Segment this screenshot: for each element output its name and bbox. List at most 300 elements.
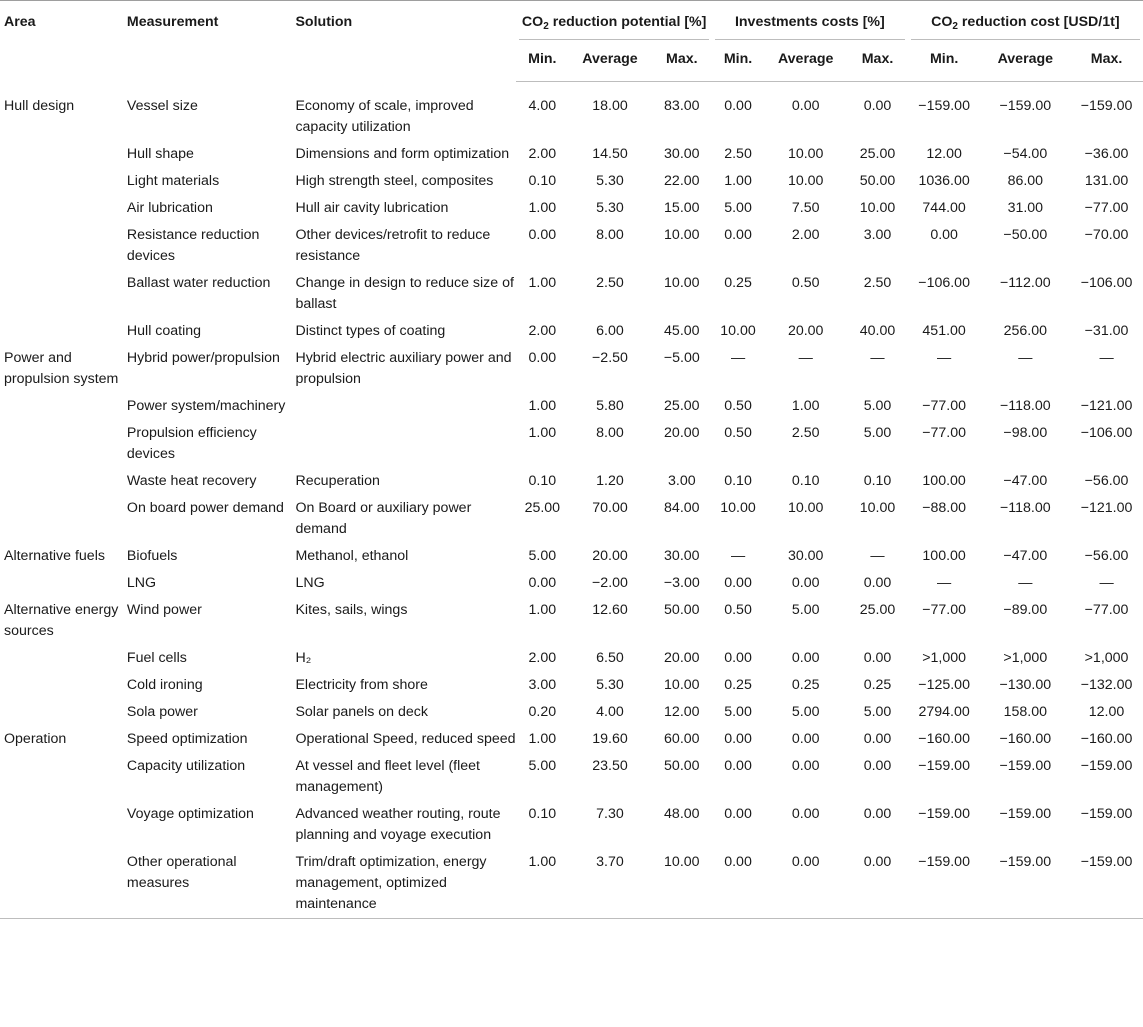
cell-area	[0, 195, 125, 222]
cell-cost-average: −89.00	[1003, 601, 1048, 618]
cell-solution: Solar panels on deck	[295, 703, 428, 720]
cell-co2-max: 3.00	[668, 472, 696, 489]
cell-invest-max: 0.00	[863, 98, 892, 114]
cell-co2-max: 10.00	[664, 676, 700, 693]
cell-invest-average: 7.50	[791, 199, 820, 216]
cell-invest-min: 0.00	[724, 805, 752, 822]
cell-co2-min: 0.10	[528, 472, 557, 489]
cell-co2-average: 7.30	[596, 805, 624, 822]
cell-invest-average: 30.00	[787, 547, 824, 564]
header-min: Min.	[908, 40, 981, 82]
cell-area: Operation	[4, 730, 67, 747]
cell-solution: Hull air cavity lubrication	[295, 199, 449, 216]
cell-solution: H₂	[295, 649, 312, 666]
cell-solution: Trim/draft optimization, energy management, optimized maintenance	[291, 849, 516, 919]
cell-measurement: Other operational measures	[125, 849, 292, 919]
cell-co2-max: 83.00	[664, 98, 700, 114]
table-row	[0, 168, 1143, 195]
cell-solution: Methanol, ethanol	[295, 547, 409, 564]
cell-solution: Dimensions and form optimization	[295, 145, 510, 162]
cell-cost-min: >1,000	[922, 649, 967, 666]
cell-co2-min: 2.00	[528, 649, 557, 666]
table-row	[0, 543, 1143, 570]
cell-area: Alternative fuels	[4, 547, 105, 564]
cell-area	[0, 699, 125, 726]
cell-cost-max: >1,000	[1084, 649, 1129, 666]
header-average: Average	[568, 40, 651, 82]
cell-co2-min: 1.00	[528, 397, 557, 414]
cell-measurement: Hull shape	[126, 145, 194, 162]
cell-invest-average: 0.00	[791, 730, 820, 747]
cell-measurement: On board power demand	[126, 499, 284, 516]
cell-co2-min: 1.00	[528, 274, 557, 291]
cell-invest-min: 0.00	[724, 757, 752, 774]
cell-cost-max: −121.00	[1080, 397, 1133, 414]
cell-measurement: Fuel cells	[126, 649, 187, 666]
cell-cost-max: −77.00	[1084, 199, 1129, 216]
header-average: Average	[981, 40, 1071, 82]
cell-solution: Kites, sails, wings	[295, 601, 408, 618]
cell-co2-max: 50.00	[664, 757, 700, 774]
cell-co2-min: 0.20	[528, 703, 557, 720]
cell-cost-max: —	[1099, 574, 1114, 591]
cell-invest-average: 0.00	[791, 98, 820, 114]
cell-co2-min: 2.00	[528, 145, 557, 162]
cell-solution: LNG	[295, 574, 325, 591]
cell-solution: Distinct types of coating	[295, 322, 446, 339]
cell-co2-min: 0.00	[528, 226, 557, 243]
cell-invest-average: 5.00	[791, 703, 820, 720]
cell-invest-average: 0.00	[791, 805, 820, 822]
cell-measurement: Ballast water reduction	[126, 274, 271, 291]
cell-cost-max: −106.00	[1080, 424, 1133, 441]
cell-solution: Hybrid electric auxiliary power and propulsion	[295, 349, 512, 387]
cell-area	[0, 222, 125, 270]
cell-solution: Change in design to reduce size of ballast	[295, 274, 514, 312]
cell-cost-min: −77.00	[922, 601, 967, 618]
cell-invest-average: 0.00	[791, 649, 820, 666]
cell-cost-average: −50.00	[1003, 226, 1048, 243]
cell-measurement: Light materials	[126, 172, 220, 189]
cell-solution: On Board or auxiliary power demand	[295, 499, 472, 537]
cell-cost-min: 744.00	[922, 199, 966, 216]
cell-co2-min: 0.00	[528, 574, 557, 591]
cell-cost-average: −47.00	[1003, 472, 1048, 489]
cell-co2-min: 0.10	[528, 805, 557, 822]
cell-cost-average: −159.00	[981, 849, 1071, 919]
cell-invest-min: 0.00	[724, 730, 752, 747]
cell-cost-min: 1036.00	[918, 172, 970, 189]
cell-invest-average: 0.00	[791, 574, 820, 591]
cell-area	[0, 270, 125, 318]
cell-cost-min: −106.00	[918, 274, 970, 291]
cell-invest-max: 0.00	[863, 574, 892, 591]
cell-co2-average: 19.60	[592, 730, 628, 747]
cell-invest-max: 25.00	[859, 601, 896, 618]
cell-area	[0, 753, 125, 801]
cell-area	[0, 141, 125, 168]
table-row	[0, 849, 1143, 919]
header-area: Area	[0, 1, 125, 82]
cell-cost-min: 100.00	[922, 547, 966, 564]
cell-invest-max: —	[870, 349, 885, 366]
cell-co2-max: 84.00	[664, 499, 700, 516]
cell-invest-max: 0.00	[863, 649, 892, 666]
cell-co2-min: 0.00	[528, 349, 557, 366]
cell-area	[0, 318, 125, 345]
cell-cost-average: 86.00	[1007, 172, 1044, 189]
cell-cost-min: −159.00	[918, 757, 970, 774]
cell-co2-max: 30.00	[664, 547, 700, 564]
cell-invest-min: —	[730, 349, 746, 366]
cell-cost-average: −159.00	[999, 757, 1052, 774]
cell-cost-average: −130.00	[999, 676, 1052, 693]
cell-cost-min: 100.00	[922, 472, 966, 489]
table-body	[0, 82, 1143, 919]
table-row	[0, 420, 1143, 468]
cell-cost-max: −56.00	[1084, 472, 1129, 489]
cell-co2-average: 4.00	[596, 703, 624, 720]
cell-solution: Electricity from shore	[295, 676, 428, 693]
cell-invest-average: 10.00	[787, 499, 824, 516]
cell-invest-max: 5.00	[863, 703, 892, 720]
cell-co2-max: 22.00	[664, 172, 700, 189]
cell-cost-average: −159.00	[999, 805, 1052, 822]
header-investment-costs: Investments costs [%]	[712, 1, 908, 41]
cell-measurement: Vessel size	[126, 97, 198, 114]
cell-invest-min: 0.00	[712, 849, 764, 919]
cell-co2-min: 2.00	[528, 322, 557, 339]
cell-invest-average: 0.25	[791, 676, 820, 693]
cell-cost-min: −160.00	[918, 730, 970, 747]
cell-co2-average: −2.50	[592, 349, 628, 366]
cell-co2-average: 5.30	[596, 172, 624, 189]
cell-co2-max: 15.00	[664, 199, 700, 216]
cell-solution	[291, 420, 516, 468]
cell-invest-min: 0.50	[724, 424, 752, 441]
cell-area: Alternative energy sources	[4, 601, 119, 639]
table-row	[0, 141, 1143, 168]
cell-co2-average: 70.00	[592, 499, 628, 516]
cell-cost-average: −112.00	[1000, 274, 1051, 291]
cell-area	[0, 495, 125, 543]
cell-co2-min: 1.00	[516, 849, 568, 919]
header-measurement: Measurement	[125, 1, 292, 82]
cell-area	[0, 168, 125, 195]
cell-measurement: Wind power	[126, 601, 202, 618]
cell-co2-max: −3.00	[663, 574, 700, 591]
cell-cost-max: −121.00	[1080, 499, 1133, 516]
cell-solution: High strength steel, composites	[295, 172, 494, 189]
cell-cost-average: −54.00	[1003, 145, 1048, 162]
cell-cost-max: −31.00	[1084, 322, 1129, 339]
table-row	[0, 318, 1143, 345]
cell-invest-max: 0.00	[863, 730, 892, 747]
cell-invest-average: 0.50	[791, 274, 820, 291]
cell-invest-average: 0.00	[764, 849, 847, 919]
cell-co2-min: 1.00	[528, 424, 557, 441]
cell-cost-max: −70.00	[1084, 226, 1129, 243]
cell-invest-min: 5.00	[724, 199, 752, 216]
cell-co2-average: 23.50	[592, 757, 628, 774]
cell-invest-max: 5.00	[863, 424, 892, 441]
cell-co2-min: 3.00	[528, 676, 557, 693]
cell-cost-average: −160.00	[999, 730, 1052, 747]
cell-cost-average: >1,000	[1003, 649, 1048, 666]
cell-cost-min: −88.00	[922, 499, 967, 516]
cell-measurement: Sola power	[126, 703, 198, 720]
cell-invest-average: 5.00	[791, 601, 820, 618]
cell-solution: At vessel and fleet level (fleet management)	[295, 757, 480, 795]
table-row	[0, 393, 1143, 420]
table-row	[0, 699, 1143, 726]
table-row	[0, 495, 1143, 543]
cell-invest-max: 2.50	[863, 274, 892, 291]
cell-invest-min: 0.00	[724, 226, 752, 243]
cell-cost-max: −159.00	[1070, 849, 1143, 919]
cell-area	[0, 645, 125, 672]
cell-co2-max: 20.00	[664, 649, 700, 666]
cell-measurement: LNG	[126, 574, 157, 591]
cell-co2-max: 30.00	[664, 145, 700, 162]
cell-invest-average: 10.00	[787, 145, 824, 162]
cell-co2-max: 10.00	[664, 274, 700, 291]
cell-cost-min: 12.00	[926, 145, 962, 162]
table-row	[0, 645, 1143, 672]
cell-cost-min: 0.00	[930, 226, 958, 243]
cell-co2-min: 4.00	[528, 98, 557, 114]
table-row	[0, 801, 1143, 849]
header-co2-potential: $CO_2$ reduction potential [%]	[516, 1, 712, 41]
cell-cost-max: −159.00	[1080, 805, 1133, 822]
cell-cost-average: −118.00	[1000, 499, 1051, 516]
cell-invest-min: 0.10	[724, 472, 752, 489]
cell-co2-min: 5.00	[528, 547, 557, 564]
cell-co2-min: 0.10	[528, 172, 557, 189]
cell-measurement: Biofuels	[126, 547, 178, 564]
table-row	[0, 726, 1143, 753]
cell-invest-average: 1.00	[791, 397, 820, 414]
cell-co2-average: 5.30	[596, 676, 624, 693]
table-row	[0, 195, 1143, 222]
cell-invest-min: 0.25	[724, 274, 752, 291]
cell-invest-max: 25.00	[859, 145, 896, 162]
cell-cost-min: −159.00	[908, 849, 981, 919]
cell-invest-max: 50.00	[859, 172, 896, 189]
cell-invest-average: 0.10	[791, 472, 820, 489]
header-average: Average	[764, 40, 847, 82]
cell-co2-min: 1.00	[528, 730, 557, 747]
cell-co2-max: 48.00	[664, 805, 700, 822]
table-row	[0, 570, 1143, 597]
cell-invest-max: —	[870, 547, 885, 564]
cell-cost-max: −36.00	[1084, 145, 1129, 162]
cell-invest-min: 0.00	[724, 649, 752, 666]
cell-cost-max: −106.00	[1080, 274, 1133, 291]
table-row	[0, 222, 1143, 270]
cell-co2-min: 5.00	[528, 757, 557, 774]
cell-co2-max: 50.00	[664, 601, 700, 618]
table-row	[0, 468, 1143, 495]
cell-invest-min: 0.00	[724, 574, 752, 591]
cell-invest-average: 2.00	[791, 226, 820, 243]
cell-cost-min: —	[937, 349, 952, 366]
cell-invest-max: 10.00	[859, 499, 896, 516]
cell-cost-max: −159.00	[1080, 98, 1133, 114]
cell-cost-average: —	[1018, 574, 1033, 591]
header-min: Min.	[712, 40, 764, 82]
cell-co2-average: 5.30	[596, 199, 624, 216]
cell-cost-min: 2794.00	[918, 703, 970, 720]
cell-cost-max: 131.00	[1084, 172, 1129, 189]
header-max: Max.	[652, 40, 712, 82]
cell-solution: Operational Speed, reduced speed	[295, 730, 516, 747]
cell-cost-min: −125.00	[918, 676, 970, 693]
cell-invest-min: 0.50	[724, 397, 752, 414]
cell-co2-average: −2.00	[592, 574, 628, 591]
cell-co2-max: 10.00	[664, 226, 700, 243]
cell-measurement: Air lubrication	[126, 199, 213, 216]
header-max: Max.	[1070, 40, 1143, 82]
cell-invest-average: 20.00	[787, 322, 824, 339]
cell-cost-max: −77.00	[1084, 601, 1129, 618]
cell-co2-average: 1.20	[596, 472, 624, 489]
cell-measurement: Hull coating	[126, 322, 202, 339]
cell-area	[0, 393, 125, 420]
cell-area	[0, 801, 125, 849]
cell-invest-max: 0.10	[863, 472, 892, 489]
cell-measurement: Cold ironing	[126, 676, 203, 693]
table-row	[0, 82, 1143, 141]
cell-cost-average: −118.00	[1000, 397, 1051, 414]
cell-co2-average: 2.50	[596, 274, 624, 291]
cell-cost-max: −56.00	[1084, 547, 1129, 564]
cell-co2-max: −5.00	[663, 349, 700, 366]
cell-co2-min: 25.00	[524, 499, 561, 516]
cell-measurement: Hybrid power/propulsion	[126, 349, 280, 366]
cell-co2-average: 6.00	[596, 322, 624, 339]
cell-co2-average: 20.00	[592, 547, 628, 564]
cell-invest-max: 3.00	[863, 226, 892, 243]
cell-invest-average: 10.00	[787, 172, 824, 189]
cell-invest-min: 2.50	[724, 145, 752, 162]
cell-measurement: Propulsion efficiency devices	[126, 424, 257, 462]
cell-cost-average: 31.00	[1007, 199, 1044, 216]
cell-invest-max: 5.00	[863, 397, 892, 414]
cell-invest-average: 2.50	[791, 424, 820, 441]
cell-invest-max: 0.25	[863, 676, 892, 693]
cell-invest-min: 5.00	[724, 703, 752, 720]
cell-area	[0, 468, 125, 495]
cell-invest-max: 10.00	[859, 199, 896, 216]
cell-cost-average: −159.00	[999, 98, 1052, 114]
cell-solution: Advanced weather routing, route planning and voyage execution	[295, 805, 501, 843]
cell-invest-max: 0.00	[863, 757, 892, 774]
cell-area	[0, 570, 125, 597]
cell-cost-average: 256.00	[1003, 322, 1048, 339]
cell-co2-average: 6.50	[596, 649, 624, 666]
cell-invest-min: 0.25	[724, 676, 752, 693]
cell-co2-max: 10.00	[652, 849, 712, 919]
cell-invest-min: —	[730, 547, 746, 564]
cell-co2-max: 60.00	[664, 730, 700, 747]
table-row	[0, 672, 1143, 699]
cell-solution: Other devices/retrofit to reduce resistance	[295, 226, 491, 264]
cell-invest-min: 10.00	[720, 499, 756, 516]
cell-invest-max: 0.00	[847, 849, 907, 919]
cell-measurement: Power system/machinery	[126, 397, 286, 414]
cell-measurement: Speed optimization	[126, 730, 248, 747]
cell-co2-max: 45.00	[664, 322, 700, 339]
cell-invest-average: —	[798, 349, 813, 366]
cell-co2-average: 12.60	[592, 601, 628, 618]
cell-co2-average: 18.00	[592, 98, 628, 114]
cell-cost-min: −159.00	[918, 98, 970, 114]
cell-solution: Recuperation	[295, 472, 380, 489]
cell-cost-max: −160.00	[1080, 730, 1133, 747]
cell-cost-min: −77.00	[922, 397, 967, 414]
cell-measurement: Resistance reduction devices	[126, 226, 260, 264]
cell-cost-max: —	[1099, 349, 1114, 366]
cell-area	[0, 849, 125, 919]
cell-cost-max: −159.00	[1080, 757, 1133, 774]
cell-co2-max: 25.00	[664, 397, 700, 414]
cell-invest-min: 1.00	[724, 172, 752, 189]
table-row	[0, 270, 1143, 318]
cell-invest-min: 0.50	[724, 601, 752, 618]
cell-cost-average: 158.00	[1003, 703, 1048, 720]
cell-solution: Economy of scale, improved capacity utilization	[295, 97, 474, 135]
header-max: Max.	[847, 40, 907, 82]
cell-co2-min: 1.00	[528, 199, 557, 216]
cell-co2-min: 1.00	[528, 601, 557, 618]
cell-invest-min: 0.00	[724, 98, 752, 114]
cell-invest-max: 0.00	[863, 805, 892, 822]
cell-area: Hull design	[4, 97, 75, 114]
table-row	[0, 597, 1143, 645]
cell-cost-average: —	[1018, 349, 1033, 366]
cell-co2-average: 3.70	[568, 849, 651, 919]
header-min: Min.	[516, 40, 568, 82]
cell-invest-min: 10.00	[720, 322, 756, 339]
cell-cost-average: −47.00	[1003, 547, 1048, 564]
table-row	[0, 345, 1143, 393]
cell-invest-max: 40.00	[859, 322, 896, 339]
cell-area: Power and propulsion system	[4, 349, 119, 387]
cell-co2-max: 20.00	[664, 424, 700, 441]
cell-area	[0, 420, 125, 468]
cell-co2-max: 12.00	[664, 703, 700, 720]
cell-co2-average: 8.00	[596, 424, 624, 441]
cell-cost-min: 451.00	[922, 322, 966, 339]
cell-area	[0, 672, 125, 699]
cell-cost-min: −77.00	[922, 424, 967, 441]
cell-measurement: Waste heat recovery	[126, 472, 257, 489]
cell-co2-average: 8.00	[596, 226, 624, 243]
cell-cost-max: −132.00	[1080, 676, 1133, 693]
cell-solution	[291, 393, 516, 420]
cell-cost-min: —	[937, 574, 952, 591]
cell-cost-max: 12.00	[1088, 703, 1125, 720]
cell-cost-min: −159.00	[918, 805, 970, 822]
header-solution: Solution	[291, 1, 516, 82]
cell-cost-average: −98.00	[1003, 424, 1048, 441]
cell-co2-average: 5.80	[596, 397, 624, 414]
header-co2-cost: $CO_2$ reduction cost [USD/1t]	[908, 1, 1143, 41]
table-row	[0, 753, 1143, 801]
cell-co2-average: 14.50	[592, 145, 628, 162]
cell-invest-average: 0.00	[791, 757, 820, 774]
